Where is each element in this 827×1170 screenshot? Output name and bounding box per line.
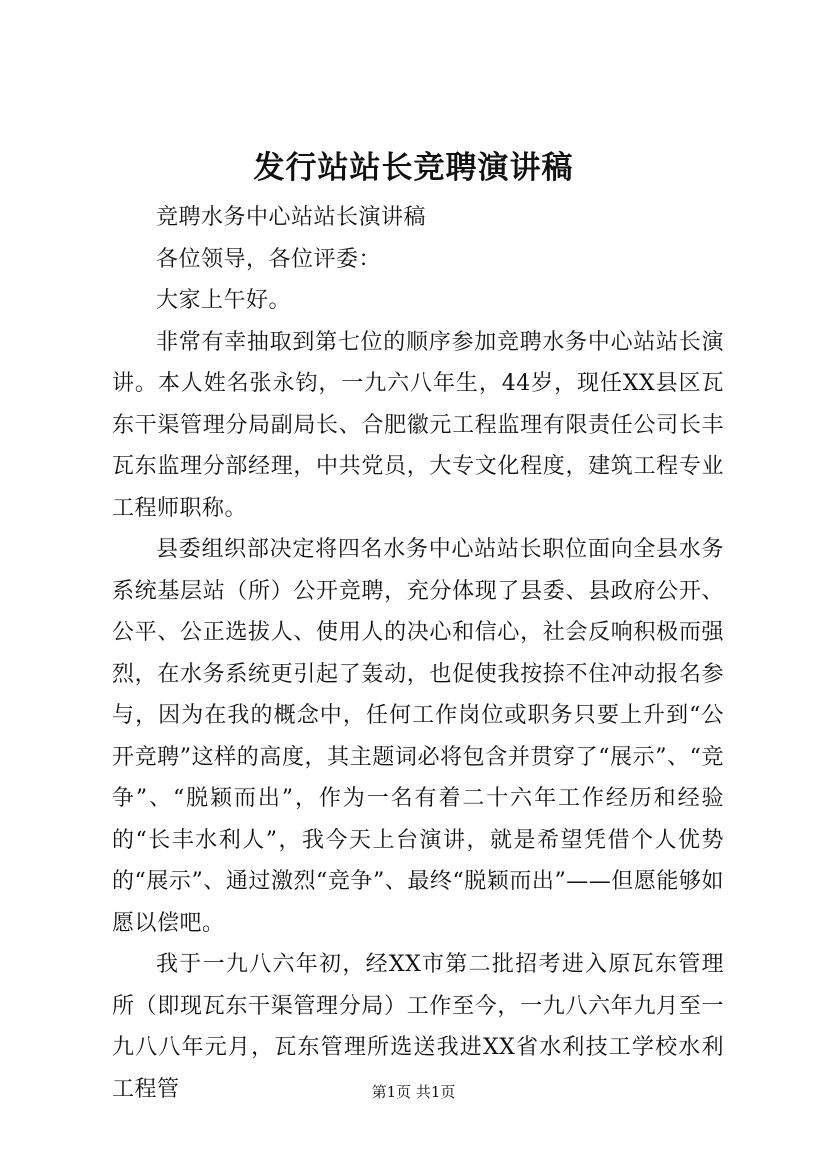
motivation-paragraph: 县委组织部决定将四名水务中心站站长职位面向全县水务系统基层站（所）公开竞聘，充分体现了县委、县政府公开、公平、公正选拔人、使用人的决心和信心，社会反响积极而强烈，在水务系统更引起了轰动，也促使我按捺不住冲动报名参与，因为在我的概念中，任何工作岗位或职务只要上升到“公开竞聘”这样的高度，其主题词必将包含并贯穿了“展示”、“竞争”、“脱颖而出”，作为一名有着二十六年工作经历和经验的“长丰水利人”，我今天上台演讲，就是希望凭借个人优势的“展示”、通过激烈“竞争”、最终“脱颖而出”——但愿能够如愿以偿吧。 xyxy=(112,537,724,936)
career-paragraph: 我于一九八六年初，经XX市第二批招考进入原瓦东管理所（即现瓦东干渠管理分局）工作至今，一九八六年九月至一九八八年元月，瓦东管理所选送我进XX省水利技工学校水利工程管 xyxy=(112,952,724,1102)
subtitle-paragraph: 竞聘水务中心站站长演讲稿 xyxy=(156,205,427,230)
page-footer: 第1页 共1页 xyxy=(371,1083,456,1101)
greeting-paragraph: 各位领导，各位评委： xyxy=(156,246,382,272)
document-body xyxy=(112,197,724,1110)
salutation-paragraph: 大家上午好。 xyxy=(156,288,292,313)
document-title: 发行站站长竞聘演讲稿 xyxy=(253,150,574,186)
introduction-paragraph: 非常有幸抽取到第七位的顺序参加竞聘水务中心站站长演讲。本人姓名张永钧，一九六八年生，44岁，现任XX县区瓦东干渠管理分局副局长、合肥徽元工程监理有限责任公司长丰瓦东监理分部经理，中共党员，大专文化程度，建筑工程专业工程师职称。 xyxy=(112,329,724,521)
